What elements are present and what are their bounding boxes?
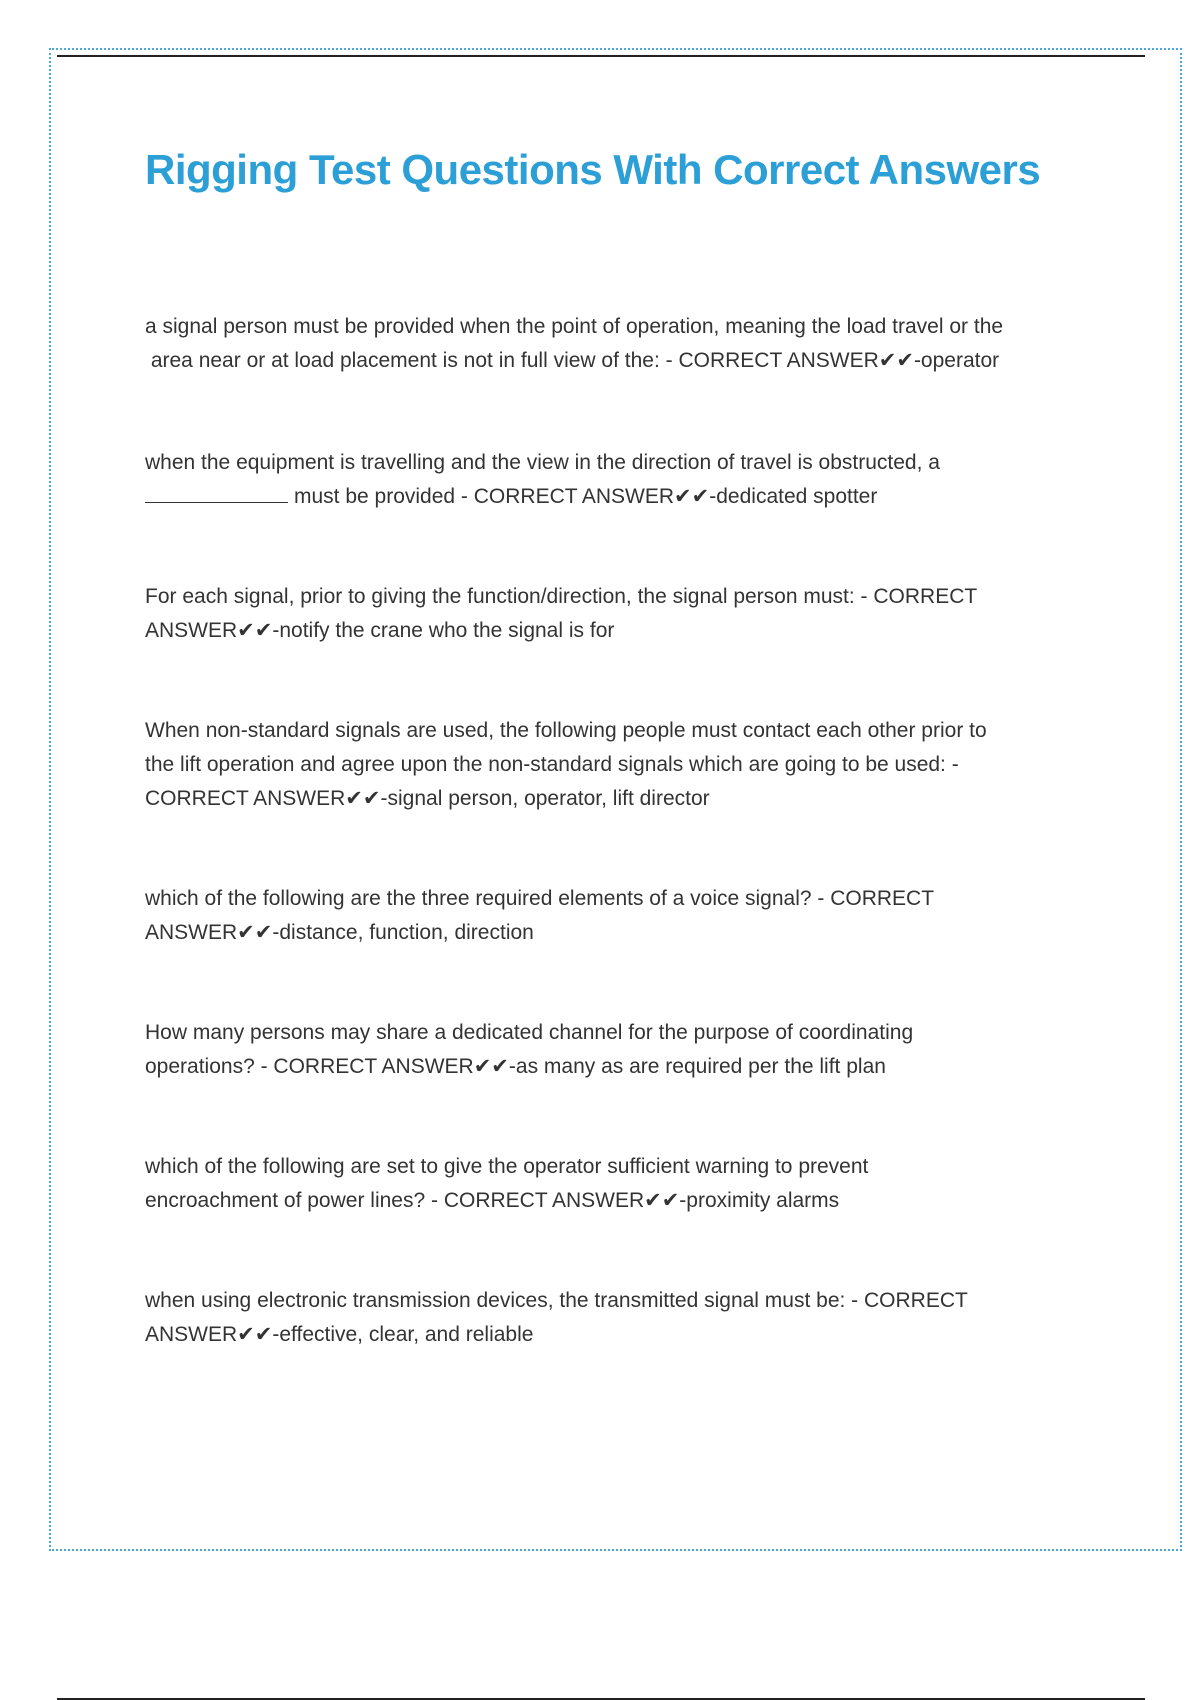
qa-line: When non-standard signals are used, the following people must contact each other prior to (145, 719, 987, 742)
qa-item (145, 1150, 1095, 1218)
qa-line: must be provided - CORRECT ANSWER✔✔-dedicated spotter (294, 485, 878, 508)
qa-line: which of the following are the three required elements of a voice signal? - CORRECT (145, 887, 935, 910)
qa-line: For each signal, prior to giving the function/direction, the signal person must: - CORRECT (145, 585, 978, 608)
qa-item (145, 1016, 1095, 1084)
qa-item (145, 446, 1095, 514)
qa-item (145, 580, 1095, 648)
qa-line: when using electronic transmission devices, the transmitted signal must be: - CORRECT (145, 1289, 968, 1312)
qa-line: a signal person must be provided when the point of operation, meaning the load travel or the (145, 315, 1004, 338)
qa-line: ANSWER✔✔-distance, function, direction (145, 921, 534, 944)
qa-item (145, 714, 1095, 816)
qa-item (145, 1284, 1095, 1352)
qa-line-with-blank (145, 480, 1095, 514)
qa-item (145, 882, 1095, 950)
qa-line: which of the following are set to give the operator sufficient warning to prevent (145, 1155, 869, 1178)
fill-in-blank (145, 480, 288, 503)
qa-line: ANSWER✔✔-effective, clear, and reliable (145, 1323, 534, 1346)
qa-line: the lift operation and agree upon the non-standard signals which are going to be used: - (145, 753, 959, 776)
qa-line: encroachment of power lines? - CORRECT ANSWER✔✔-proximity alarms (145, 1189, 840, 1212)
qa-line: operations? - CORRECT ANSWER✔✔-as many as are required per the lift plan (145, 1055, 886, 1078)
qa-line: How many persons may share a dedicated channel for the purpose of coordinating (145, 1021, 914, 1044)
qa-line: ANSWER✔✔-notify the crane who the signal is for (145, 619, 615, 642)
qa-line: area near or at load placement is not in full view of the: - CORRECT ANSWER✔✔-operator (145, 349, 1000, 372)
qa-line: CORRECT ANSWER✔✔-signal person, operator, lift director (145, 787, 710, 810)
qa-item (145, 310, 1095, 378)
qa-line: when the equipment is travelling and the view in the direction of travel is obstructed, a (145, 451, 940, 474)
document-title: Rigging Test Questions With Correct Answers (145, 146, 1041, 193)
